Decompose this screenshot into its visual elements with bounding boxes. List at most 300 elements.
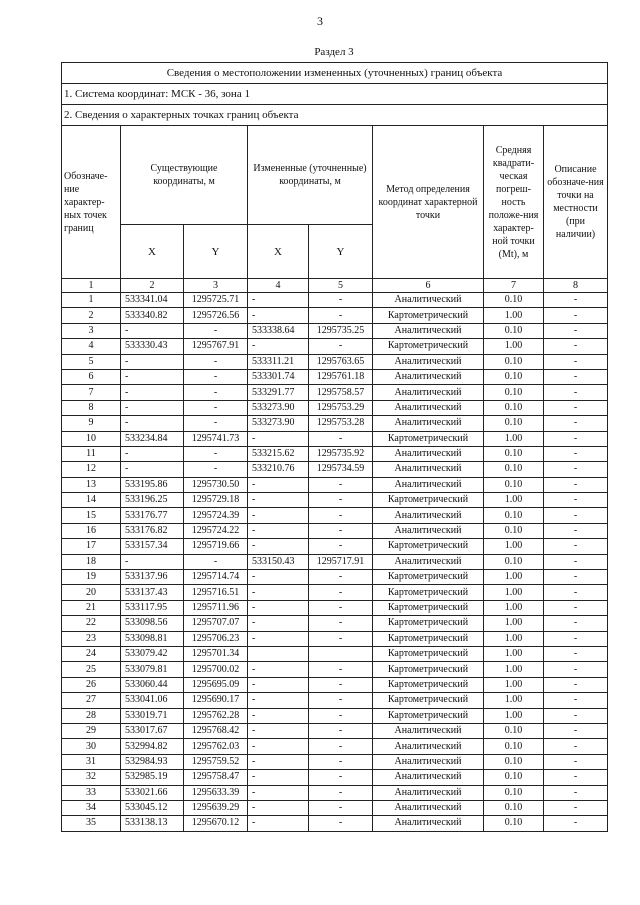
table-row [62, 693, 608, 708]
cell-changed-y: - [309, 585, 373, 600]
cell-changed-x: - [248, 431, 309, 446]
cell-method: Аналитический [373, 477, 484, 492]
cell-description: - [544, 723, 608, 738]
cell-changed-y: 1295763.65 [309, 354, 373, 369]
cell-changed-y: 1295735.92 [309, 446, 373, 461]
cell-changed-x: - [248, 477, 309, 492]
cell-error: 1.00 [484, 693, 544, 708]
cell-error: 1.00 [484, 662, 544, 677]
table-row [62, 800, 608, 815]
cell-existing-x: 533341.04 [121, 293, 184, 308]
cell-description: - [544, 400, 608, 415]
cell-point-number: 6 [62, 369, 121, 384]
cell-existing-y: 1295758.47 [184, 770, 248, 785]
table-title: Сведения о местоположении измененных (уточненных) границ объекта [62, 63, 608, 84]
cell-existing-y: 1295726.56 [184, 308, 248, 323]
column-number: 6 [373, 279, 484, 293]
cell-error: 1.00 [484, 677, 544, 692]
cell-existing-y: 1295707.07 [184, 616, 248, 631]
cell-existing-x: 533195.86 [121, 477, 184, 492]
cell-method: Аналитический [373, 754, 484, 769]
cell-existing-y: - [184, 354, 248, 369]
cell-point-number: 31 [62, 754, 121, 769]
cell-changed-x: 533301.74 [248, 369, 309, 384]
cell-changed-y: - [309, 770, 373, 785]
table-row [62, 293, 608, 308]
cell-changed-x: - [248, 739, 309, 754]
cell-description: - [544, 646, 608, 661]
cell-point-number: 11 [62, 446, 121, 461]
cell-error: 0.10 [484, 754, 544, 769]
cell-existing-x: 533176.82 [121, 523, 184, 538]
cell-method: Картометрический [373, 631, 484, 646]
column-number: 1 [62, 279, 121, 293]
cell-description: - [544, 446, 608, 461]
table-row [62, 539, 608, 554]
cell-existing-x: 532984.93 [121, 754, 184, 769]
cell-existing-x: - [121, 462, 184, 477]
table-row [62, 739, 608, 754]
cell-changed-x: 533273.90 [248, 416, 309, 431]
cell-existing-y: 1295730.50 [184, 477, 248, 492]
table-row [62, 369, 608, 384]
cell-point-number: 34 [62, 800, 121, 815]
cell-changed-y: - [309, 600, 373, 615]
cell-existing-y: 1295706.23 [184, 631, 248, 646]
cell-existing-y: - [184, 446, 248, 461]
cell-point-number: 7 [62, 385, 121, 400]
cell-method: Картометрический [373, 662, 484, 677]
cell-existing-y: 1295759.52 [184, 754, 248, 769]
cell-point-number: 17 [62, 539, 121, 554]
cell-description: - [544, 631, 608, 646]
cell-changed-y: - [309, 631, 373, 646]
cell-description: - [544, 816, 608, 831]
cell-changed-x: - [248, 339, 309, 354]
cell-changed-x: - [248, 523, 309, 538]
cell-changed-y: - [309, 477, 373, 492]
cell-point-number: 2 [62, 308, 121, 323]
header-existing-y: Y [184, 225, 248, 279]
cell-existing-x: 533079.42 [121, 646, 184, 661]
cell-description: - [544, 570, 608, 585]
table-row [62, 554, 608, 569]
header-changed-x: X [248, 225, 309, 279]
cell-changed-y: - [309, 308, 373, 323]
cell-error: 1.00 [484, 600, 544, 615]
cell-existing-y: 1295639.29 [184, 800, 248, 815]
cell-point-number: 32 [62, 770, 121, 785]
cell-description: - [544, 493, 608, 508]
column-number: 8 [544, 279, 608, 293]
cell-existing-x: 532985.19 [121, 770, 184, 785]
points-heading: 2. Сведения о характерных точках границ объекта [62, 105, 608, 126]
cell-point-number: 22 [62, 616, 121, 631]
cell-description: - [544, 693, 608, 708]
cell-existing-x: 533330.43 [121, 339, 184, 354]
column-number: 3 [184, 279, 248, 293]
cell-existing-x: 533196.25 [121, 493, 184, 508]
section-label: Раздел 3 [314, 46, 354, 58]
cell-error: 1.00 [484, 616, 544, 631]
cell-existing-x: - [121, 354, 184, 369]
cell-existing-y: - [184, 400, 248, 415]
cell-changed-x [248, 646, 309, 661]
cell-method: Аналитический [373, 446, 484, 461]
cell-existing-x: - [121, 400, 184, 415]
cell-changed-y: - [309, 754, 373, 769]
cell-changed-y: - [309, 570, 373, 585]
cell-changed-x: - [248, 800, 309, 815]
cell-point-number: 8 [62, 400, 121, 415]
cell-changed-y: - [309, 293, 373, 308]
cell-method: Аналитический [373, 462, 484, 477]
cell-changed-x: 533311.21 [248, 354, 309, 369]
cell-changed-y: 1295753.28 [309, 416, 373, 431]
cell-existing-x: - [121, 446, 184, 461]
cell-point-number: 4 [62, 339, 121, 354]
table-row [62, 570, 608, 585]
cell-point-number: 26 [62, 677, 121, 692]
cell-description: - [544, 539, 608, 554]
cell-point-number: 28 [62, 708, 121, 723]
cell-existing-x: 533079.81 [121, 662, 184, 677]
cell-changed-x: - [248, 616, 309, 631]
cell-existing-x: 533098.56 [121, 616, 184, 631]
cell-changed-x: - [248, 785, 309, 800]
cell-changed-y: - [309, 539, 373, 554]
table-row [62, 523, 608, 538]
column-number: 5 [309, 279, 373, 293]
cell-point-number: 13 [62, 477, 121, 492]
header-changed: Измененные (уточненные) координаты, м [248, 126, 373, 225]
header-changed-y: Y [309, 225, 373, 279]
cell-changed-y: - [309, 523, 373, 538]
cell-description: - [544, 754, 608, 769]
cell-existing-y: - [184, 385, 248, 400]
cell-point-number: 5 [62, 354, 121, 369]
cell-method: Картометрический [373, 493, 484, 508]
cell-existing-y: 1295725.71 [184, 293, 248, 308]
cell-description: - [544, 354, 608, 369]
cell-description: - [544, 616, 608, 631]
cell-error: 0.10 [484, 354, 544, 369]
cell-changed-x: - [248, 708, 309, 723]
table-row [62, 477, 608, 492]
table-row [62, 708, 608, 723]
table-row [62, 646, 608, 661]
cell-point-number: 9 [62, 416, 121, 431]
cell-description: - [544, 308, 608, 323]
cell-existing-y: 1295762.28 [184, 708, 248, 723]
cell-method: Аналитический [373, 785, 484, 800]
cell-changed-x: - [248, 816, 309, 831]
cell-error: 1.00 [484, 308, 544, 323]
cell-existing-y: 1295695.09 [184, 677, 248, 692]
cell-existing-x: 533041.06 [121, 693, 184, 708]
cell-existing-x: 533021.66 [121, 785, 184, 800]
cell-existing-y: 1295768.42 [184, 723, 248, 738]
table-row [62, 385, 608, 400]
table-row [62, 785, 608, 800]
cell-changed-y: - [309, 739, 373, 754]
cell-method: Картометрический [373, 308, 484, 323]
cell-method: Аналитический [373, 323, 484, 338]
coord-system: 1. Система координат: МСК - 36, зона 1 [62, 84, 608, 105]
cell-point-number: 1 [62, 293, 121, 308]
cell-existing-y: - [184, 323, 248, 338]
cell-error: 0.10 [484, 385, 544, 400]
cell-method: Картометрический [373, 708, 484, 723]
table-row [62, 308, 608, 323]
cell-point-number: 18 [62, 554, 121, 569]
column-number: 4 [248, 279, 309, 293]
cell-error: 1.00 [484, 339, 544, 354]
cell-error: 1.00 [484, 570, 544, 585]
cell-error: 0.10 [484, 369, 544, 384]
table-row [62, 677, 608, 692]
cell-point-number: 20 [62, 585, 121, 600]
cell-error: 0.10 [484, 323, 544, 338]
header-error: Средняя квадрати-ческая погреш-ность положе-ния характер-ной точки (Mt), м [484, 126, 544, 279]
cell-changed-y: - [309, 662, 373, 677]
cell-changed-y: - [309, 785, 373, 800]
cell-existing-y: - [184, 462, 248, 477]
cell-method: Аналитический [373, 400, 484, 415]
cell-description: - [544, 431, 608, 446]
cell-method: Аналитический [373, 523, 484, 538]
cell-point-number: 27 [62, 693, 121, 708]
cell-description: - [544, 385, 608, 400]
cell-changed-x: - [248, 493, 309, 508]
cell-method: Аналитический [373, 554, 484, 569]
cell-changed-x: - [248, 570, 309, 585]
table-row [62, 600, 608, 615]
cell-existing-x: 533138.13 [121, 816, 184, 831]
cell-existing-x: 533098.81 [121, 631, 184, 646]
cell-method: Картометрический [373, 431, 484, 446]
column-number: 7 [484, 279, 544, 293]
cell-method: Аналитический [373, 369, 484, 384]
header-designation: Обозначе-ние характер-ных точек границ [62, 126, 121, 279]
cell-existing-x: 533176.77 [121, 508, 184, 523]
cell-changed-x: 533215.62 [248, 446, 309, 461]
rows-body [62, 293, 608, 832]
cell-changed-x: - [248, 293, 309, 308]
header-existing: Существующие координаты, м [121, 126, 248, 225]
cell-point-number: 16 [62, 523, 121, 538]
column-number: 2 [121, 279, 184, 293]
cell-description: - [544, 800, 608, 815]
cell-existing-x: 533137.43 [121, 585, 184, 600]
table-row [62, 431, 608, 446]
cell-error: 0.10 [484, 816, 544, 831]
cell-description: - [544, 508, 608, 523]
cell-error: 0.10 [484, 446, 544, 461]
cell-existing-y: 1295633.39 [184, 785, 248, 800]
cell-existing-y: 1295719.66 [184, 539, 248, 554]
cell-method: Аналитический [373, 739, 484, 754]
cell-existing-y: 1295700.02 [184, 662, 248, 677]
cell-existing-x: 533017.67 [121, 723, 184, 738]
cell-changed-y: - [309, 508, 373, 523]
cell-existing-y: 1295741.73 [184, 431, 248, 446]
cell-method: Картометрический [373, 693, 484, 708]
cell-description: - [544, 477, 608, 492]
cell-existing-y: - [184, 416, 248, 431]
cell-method: Картометрический [373, 677, 484, 692]
cell-error: 1.00 [484, 431, 544, 446]
cell-description: - [544, 339, 608, 354]
cell-changed-y: 1295735.25 [309, 323, 373, 338]
page-number: 3 [317, 14, 323, 28]
cell-existing-x: 533157.34 [121, 539, 184, 554]
cell-changed-y: 1295717.91 [309, 554, 373, 569]
cell-method: Аналитический [373, 800, 484, 815]
cell-error: 0.10 [484, 477, 544, 492]
cell-existing-x: 533060.44 [121, 677, 184, 692]
column-numbers-row [62, 279, 608, 293]
cell-existing-y: 1295762.03 [184, 739, 248, 754]
header-method: Метод определения координат характерной точки [373, 126, 484, 279]
cell-error: 0.10 [484, 785, 544, 800]
cell-method: Аналитический [373, 770, 484, 785]
table-row [62, 508, 608, 523]
cell-changed-y: - [309, 339, 373, 354]
cell-existing-x: 533137.96 [121, 570, 184, 585]
cell-point-number: 19 [62, 570, 121, 585]
cell-existing-y: 1295714.74 [184, 570, 248, 585]
cell-changed-y: - [309, 800, 373, 815]
table-row [62, 585, 608, 600]
cell-changed-x: - [248, 600, 309, 615]
cell-method: Картометрический [373, 616, 484, 631]
cell-existing-y: 1295729.18 [184, 493, 248, 508]
cell-existing-y: 1295690.17 [184, 693, 248, 708]
header-existing-x: X [121, 225, 184, 279]
cell-error: 0.10 [484, 554, 544, 569]
table-row [62, 416, 608, 431]
cell-changed-y: - [309, 816, 373, 831]
cell-point-number: 29 [62, 723, 121, 738]
table-row [62, 754, 608, 769]
table-row [62, 400, 608, 415]
cell-existing-x: - [121, 385, 184, 400]
cell-existing-y: - [184, 369, 248, 384]
cell-changed-y: - [309, 693, 373, 708]
cell-point-number: 24 [62, 646, 121, 661]
table-row [62, 493, 608, 508]
cell-changed-y: - [309, 723, 373, 738]
cell-error: 0.10 [484, 508, 544, 523]
cell-changed-x: 533210.76 [248, 462, 309, 477]
cell-error: 0.10 [484, 739, 544, 754]
cell-changed-x: 533291.77 [248, 385, 309, 400]
cell-error: 0.10 [484, 523, 544, 538]
cell-description: - [544, 293, 608, 308]
cell-existing-x: 533045.12 [121, 800, 184, 815]
cell-description: - [544, 416, 608, 431]
cell-changed-x: 533273.90 [248, 400, 309, 415]
cell-changed-y: 1295753.29 [309, 400, 373, 415]
cell-changed-x: - [248, 723, 309, 738]
cell-point-number: 15 [62, 508, 121, 523]
cell-changed-x: 533338.64 [248, 323, 309, 338]
cell-changed-y: - [309, 431, 373, 446]
cell-description: - [544, 785, 608, 800]
cell-changed-x: - [248, 754, 309, 769]
table-row [62, 616, 608, 631]
cell-description: - [544, 554, 608, 569]
cell-point-number: 14 [62, 493, 121, 508]
table-row [62, 462, 608, 477]
cell-existing-x: 533340.82 [121, 308, 184, 323]
cell-changed-y: 1295734.59 [309, 462, 373, 477]
cell-error: 0.10 [484, 462, 544, 477]
cell-existing-x: - [121, 369, 184, 384]
cell-point-number: 12 [62, 462, 121, 477]
table-row [62, 631, 608, 646]
cell-existing-x: 533117.95 [121, 600, 184, 615]
cell-method: Картометрический [373, 539, 484, 554]
cell-point-number: 30 [62, 739, 121, 754]
cell-method: Картометрический [373, 570, 484, 585]
table-row [62, 354, 608, 369]
cell-description: - [544, 462, 608, 477]
cell-point-number: 3 [62, 323, 121, 338]
cell-error: 1.00 [484, 585, 544, 600]
cell-description: - [544, 739, 608, 754]
cell-existing-x: 532994.82 [121, 739, 184, 754]
cell-method: Аналитический [373, 354, 484, 369]
cell-point-number: 33 [62, 785, 121, 800]
table-row [62, 339, 608, 354]
cell-point-number: 25 [62, 662, 121, 677]
header-description: Описание обозначе-ния точки на местности (при наличии) [544, 126, 608, 279]
cell-method: Картометрический [373, 646, 484, 661]
cell-error: 0.10 [484, 293, 544, 308]
cell-changed-x: - [248, 585, 309, 600]
cell-description: - [544, 677, 608, 692]
cell-description: - [544, 708, 608, 723]
cell-description: - [544, 600, 608, 615]
cell-changed-x: - [248, 770, 309, 785]
cell-method: Аналитический [373, 385, 484, 400]
cell-existing-x: - [121, 416, 184, 431]
table-row [62, 723, 608, 738]
table-row [62, 662, 608, 677]
cell-method: Картометрический [373, 339, 484, 354]
cell-description: - [544, 323, 608, 338]
cell-error: 0.10 [484, 770, 544, 785]
cell-method: Аналитический [373, 416, 484, 431]
cell-error: 0.10 [484, 800, 544, 815]
cell-changed-y: - [309, 616, 373, 631]
cell-changed-y: - [309, 677, 373, 692]
table-row [62, 770, 608, 785]
cell-description: - [544, 369, 608, 384]
cell-error: 1.00 [484, 539, 544, 554]
cell-description: - [544, 523, 608, 538]
cell-error: 1.00 [484, 493, 544, 508]
cell-description: - [544, 662, 608, 677]
cell-existing-y: 1295716.51 [184, 585, 248, 600]
cell-point-number: 21 [62, 600, 121, 615]
cell-method: Аналитический [373, 723, 484, 738]
cell-error: 0.10 [484, 400, 544, 415]
cell-existing-x: 533234.84 [121, 431, 184, 446]
cell-changed-x: - [248, 308, 309, 323]
